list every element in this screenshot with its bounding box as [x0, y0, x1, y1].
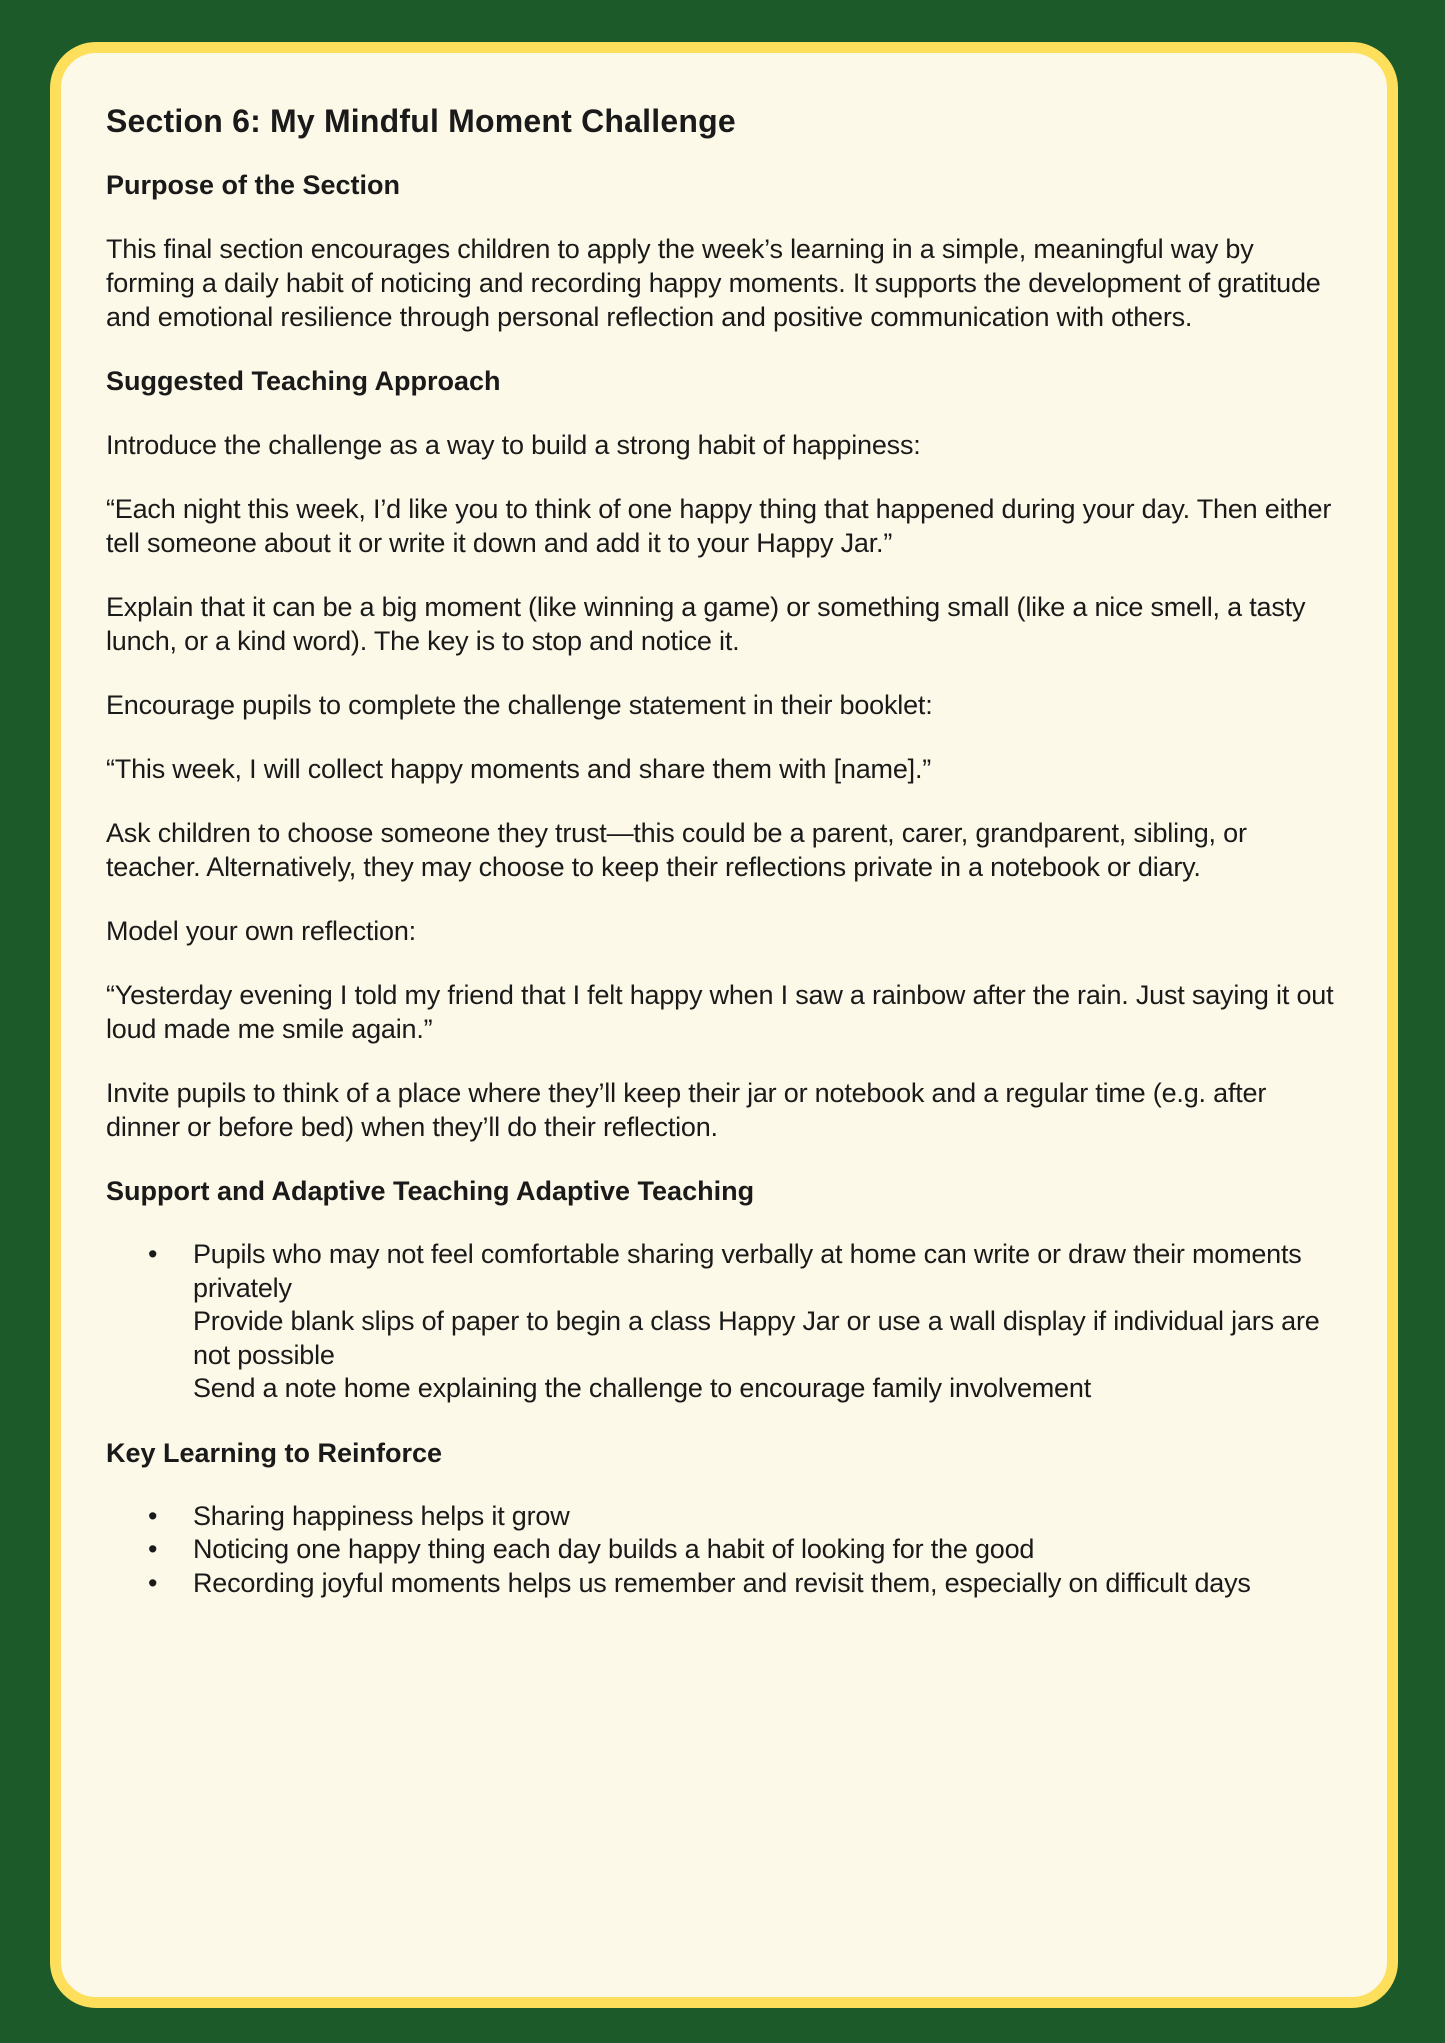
approach-model: Model your own reflection: [106, 916, 416, 946]
key-learning-item-text: Noticing one happy thing each day builds a habit of looking for the good [193, 1534, 1035, 1564]
key-learning-item-text: Sharing happiness helps it grow [193, 1500, 570, 1531]
key-learning-item-text: Recording joyful moments helps us remember and revisit them, especially on difficult days [193, 1567, 1251, 1598]
bullet-icon: • [148, 1239, 158, 1269]
purpose-heading: Purpose of the Section [106, 170, 401, 200]
support-list [106, 1238, 1346, 1406]
approach-quote-rainbow: “Yesterday evening I told my friend that I felt happy when I saw a rainbow after the rain. Just saying it out loud made me smile again.” [106, 980, 1334, 1044]
bullet-icon: • [148, 1500, 158, 1531]
approach-explain: Explain that it can be a big moment (like winning a game) or something small (like a nice smell, a tasty lunch, or a kind word). The key is to stop and notice it. [106, 592, 1306, 656]
support-item-text: Provide blank slips of paper to begin a class Happy Jar or use a wall display if individual jars are not possible [193, 1306, 1320, 1370]
key-learning-item [106, 1500, 1346, 1534]
bullet-icon: • [148, 1567, 158, 1598]
support-list-item [106, 1238, 1346, 1406]
approach-encourage: Encourage pupils to complete the challenge statement in their booklet: [106, 690, 933, 720]
approach-intro: Introduce the challenge as a way to build a strong habit of happiness: [106, 430, 921, 460]
support-item-text: Send a note home explaining the challenge to encourage family involvement [193, 1373, 1091, 1403]
purpose-text: This final section encourages children to apply the week’s learning in a simple, meaningful way by forming a daily habit of noticing and recording happy moments. It supports the development of gratitude and emotional resilience through personal reflection and positive communication with others. [106, 234, 1321, 332]
key-learning-item [106, 1533, 1346, 1567]
approach-heading: Suggested Teaching Approach [106, 366, 501, 396]
key-learning-item [106, 1567, 1346, 1601]
bullet-icon: • [148, 1534, 158, 1564]
page-title: Section 6: My Mindful Moment Challenge [106, 103, 736, 139]
approach-invite: Invite pupils to think of a place where they’ll keep their jar or notebook and a regular time (e.g. after dinner or before bed) when they’ll do their reflection. [106, 1078, 1267, 1142]
key-learning-list [106, 1500, 1346, 1601]
approach-quote-statement: “This week, I will collect happy moments and share them with [name].” [106, 754, 932, 784]
support-item-text: Pupils who may not feel comfortable sharing verbally at home can write or draw their moments privately [193, 1239, 1302, 1303]
document-content [106, 96, 1346, 1600]
approach-ask-children: Ask children to choose someone they trust—this could be a parent, carer, grandparent, sibling, or teacher. Alternatively, they may choose to keep their reflections private in a notebook or diary. [106, 818, 1247, 882]
approach-quote-nightly: “Each night this week, I’d like you to think of one happy thing that happened during your day. Then either tell someone about it or write it down and add it to your Happy Jar.” [106, 494, 1332, 558]
key-learning-heading: Key Learning to Reinforce [106, 1437, 443, 1468]
support-heading: Support and Adaptive Teaching Adaptive Teaching [106, 1176, 755, 1206]
